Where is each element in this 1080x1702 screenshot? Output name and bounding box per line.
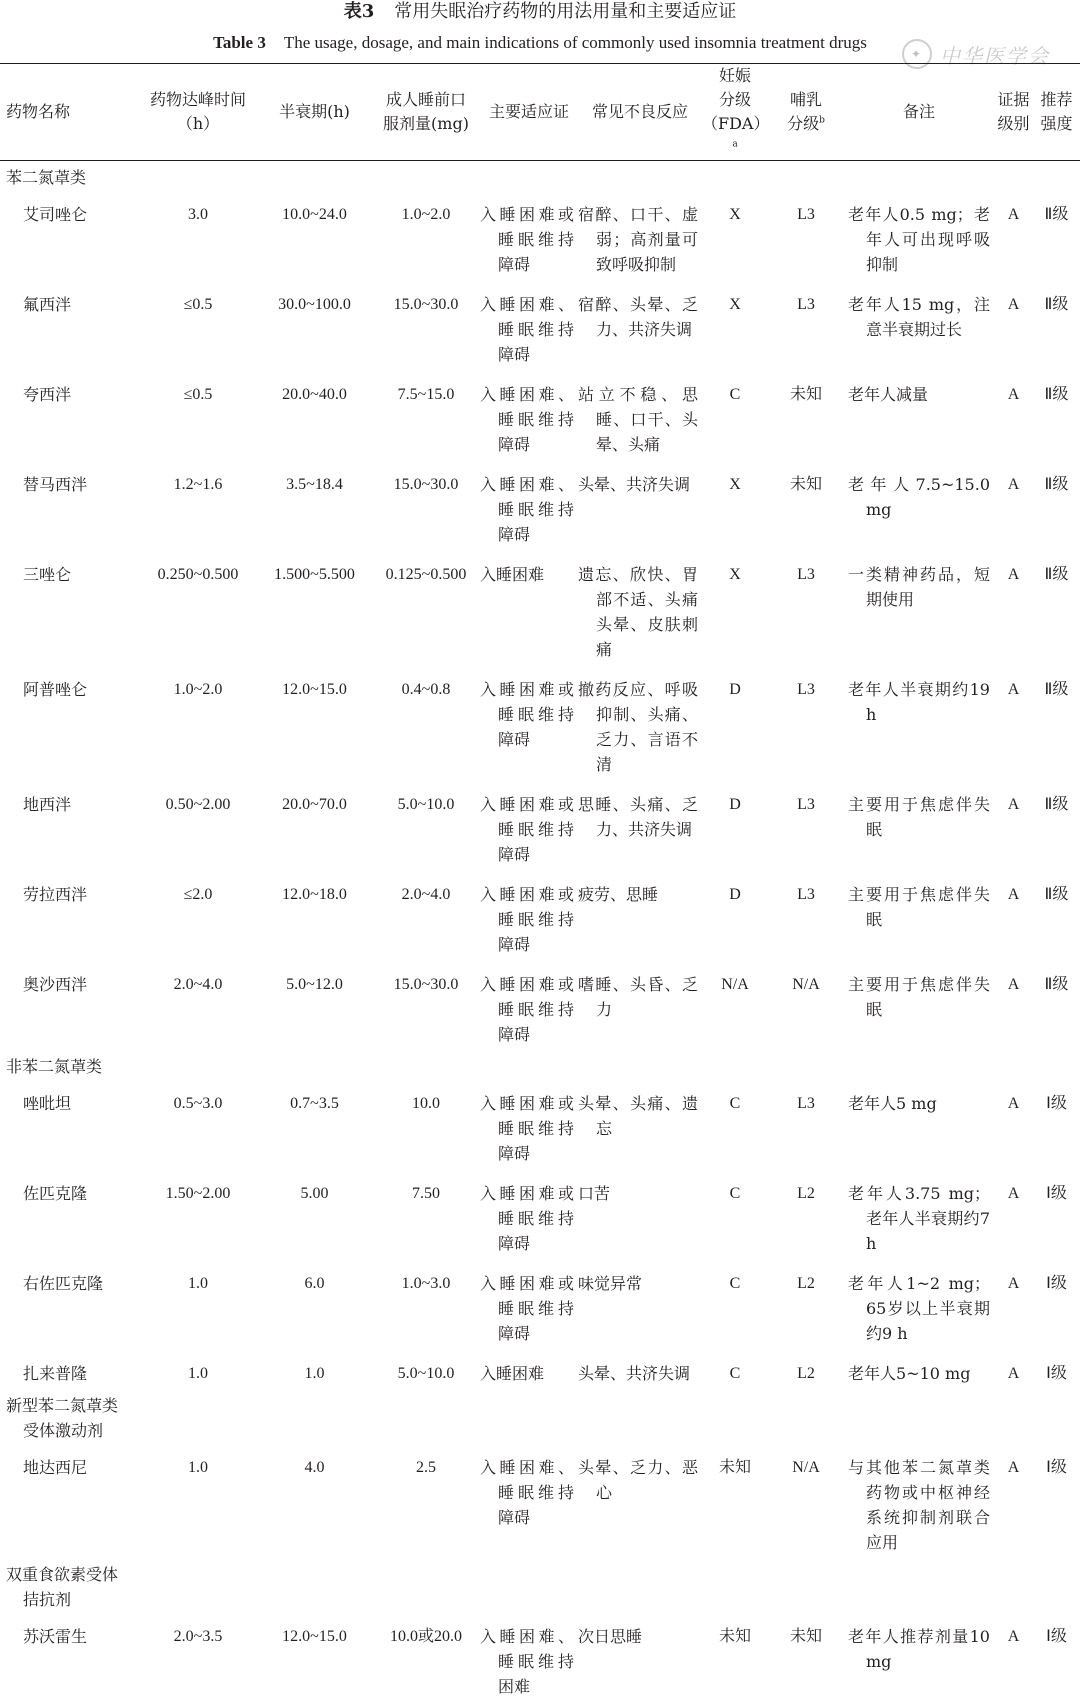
adverse-reactions-cell: 宿醉、口干、虚弱；高剂量可致呼吸抑制 (578, 205, 698, 274)
lactation-grade-cell: N/A (792, 976, 820, 993)
drug-name-cell: 劳拉西泮 (23, 885, 88, 904)
lactation-grade-cell: L3 (797, 886, 815, 903)
col-evidence-header: 证据 级别 (997, 90, 1030, 133)
lactation-grade-cell: L2 (797, 1365, 815, 1382)
table-row (0, 280, 1080, 370)
table-row (0, 190, 1080, 280)
tmax-cell: 0.250~0.500 (157, 566, 239, 583)
pregnancy-grade-cell: D (729, 796, 741, 813)
table-row (0, 460, 1080, 550)
note-cell: 一类精神药品，短期使用 (848, 565, 990, 609)
table-body (0, 161, 1080, 1702)
dose-cell: 5.0~10.0 (397, 1365, 455, 1382)
lactation-grade-cell: N/A (792, 1459, 820, 1476)
table-row (0, 1259, 1080, 1349)
adverse-reactions-cell: 嗜睡、头昏、乏力 (578, 975, 698, 1019)
drug-name-cell: 替马西泮 (23, 475, 88, 494)
tmax-cell: 1.50~2.00 (165, 1185, 231, 1202)
note-cell: 老年人减量 (848, 385, 929, 404)
category-label: 苯二氮䓬类 (6, 168, 87, 187)
dose-cell: 1.0~2.0 (401, 206, 451, 223)
half-life-cell: 5.0~12.0 (286, 976, 343, 993)
half-life-cell: 0.7~3.5 (290, 1095, 339, 1112)
half-life-cell: 12.0~15.0 (282, 681, 347, 698)
evidence-level-cell: A (1007, 796, 1020, 813)
lactation-grade-cell: L2 (797, 1185, 815, 1202)
header-row (0, 64, 1080, 161)
dose-cell: 15.0~30.0 (393, 296, 459, 313)
adverse-reactions-cell: 头晕、头痛、遗忘 (578, 1094, 698, 1138)
lactation-grade-cell: L3 (797, 206, 815, 223)
evidence-level-cell: A (1007, 976, 1020, 993)
watermark-text: 中华医学会 (940, 43, 1050, 68)
col-half-life-header: 半衰期(h) (279, 102, 350, 121)
dose-cell: 2.0~4.0 (401, 886, 451, 903)
half-life-cell: 20.0~40.0 (282, 386, 347, 403)
col-tmax-header: 药物达峰时间 （h） (149, 90, 246, 133)
table-row (0, 370, 1080, 460)
evidence-level-cell: A (1007, 1275, 1020, 1292)
evidence-level-cell: A (1007, 1628, 1020, 1645)
tmax-cell: 2.0~3.5 (173, 1628, 223, 1645)
tmax-cell: 0.5~3.0 (173, 1095, 223, 1112)
drug-name-cell: 苏沃雷生 (23, 1627, 88, 1646)
indication-cell: 入睡困难或睡眠维持障碍 (480, 1274, 574, 1343)
evidence-level-cell: A (1007, 681, 1020, 698)
table-row (0, 1349, 1080, 1389)
indication-cell: 入睡困难或睡眠维持障碍 (480, 1184, 574, 1253)
evidence-level-cell: A (1007, 886, 1020, 903)
half-life-cell: 3.5~18.4 (286, 476, 343, 493)
recommendation-cell: Ⅰ级 (1046, 1628, 1067, 1645)
lactation-grade-cell: 未知 (789, 1628, 822, 1645)
indication-cell: 入睡困难、睡眠维持障碍 (480, 475, 574, 544)
indication-cell: 入睡困难、睡眠维持障碍 (480, 295, 574, 364)
recommendation-cell: Ⅱ级 (1044, 796, 1069, 813)
category-row (0, 1389, 1080, 1443)
note-cell: 老年人5 mg (848, 1094, 937, 1113)
dose-cell: 7.50 (412, 1185, 440, 1202)
note-cell: 老年人0.5 mg；老年人可出现呼吸抑制 (848, 205, 990, 274)
table-label-cn: 表3 (343, 1, 375, 22)
drug-name-cell: 右佐匹克隆 (23, 1274, 104, 1293)
indication-cell: 入睡困难或睡眠维持障碍 (480, 975, 574, 1044)
dose-cell: 0.125~0.500 (385, 566, 467, 583)
dose-cell: 1.0~3.0 (401, 1275, 451, 1292)
note-cell: 主要用于焦虑伴失眠 (848, 975, 990, 1019)
note-cell: 老年人15 mg，注意半衰期过长 (848, 295, 990, 339)
adverse-reactions-cell: 思睡、头痛、乏力、共济失调 (578, 795, 698, 839)
recommendation-cell: Ⅰ级 (1046, 1185, 1067, 1202)
table-row (0, 1612, 1080, 1702)
drug-name-cell: 地达西尼 (23, 1458, 88, 1477)
tmax-cell: 1.0 (188, 1275, 208, 1292)
adverse-reactions-cell: 头晕、乏力、恶心 (578, 1458, 698, 1502)
table-title-cn: 常用失眠治疗药物的用法用量和主要适应证 (394, 1, 737, 22)
evidence-level-cell: A (1007, 566, 1020, 583)
evidence-level-cell: A (1007, 1459, 1020, 1476)
recommendation-cell: Ⅱ级 (1044, 976, 1069, 993)
adverse-reactions-cell: 头晕、共济失调 (578, 1364, 691, 1383)
pregnancy-grade-cell: X (729, 566, 741, 583)
tmax-cell: 3.0 (188, 206, 208, 223)
table-row (0, 780, 1080, 870)
lactation-grade-cell: L3 (797, 566, 815, 583)
recommendation-cell: Ⅱ级 (1044, 681, 1069, 698)
indication-cell: 入睡困难、睡眠维持困难 (480, 1627, 574, 1696)
col-indication-header: 主要适应证 (488, 102, 569, 121)
drug-name-cell: 艾司唑仑 (23, 205, 88, 224)
table-row (0, 1169, 1080, 1259)
indication-cell: 入睡困难、睡眠维持障碍 (480, 385, 574, 454)
lactation-grade-cell: L3 (797, 1095, 815, 1112)
drug-name-cell: 佐匹克隆 (23, 1184, 88, 1203)
evidence-level-cell: A (1007, 386, 1020, 403)
drug-name-cell: 唑吡坦 (23, 1094, 72, 1113)
adverse-reactions-cell: 次日思睡 (578, 1627, 643, 1646)
recommendation-cell: Ⅱ级 (1044, 206, 1069, 223)
indication-cell: 入睡困难 (480, 1364, 545, 1383)
dose-cell: 15.0~30.0 (393, 976, 459, 993)
table-caption-cn (0, 0, 1080, 24)
table-row (0, 1079, 1080, 1169)
table-row (0, 550, 1080, 665)
lactation-grade-cell: 未知 (789, 386, 822, 403)
recommendation-cell: Ⅰ级 (1046, 1365, 1067, 1382)
tmax-cell: 0.50~2.00 (165, 796, 231, 813)
col-pregnancy-header: 妊娠 分级 （FDA）$^a$ (702, 66, 770, 150)
half-life-cell: 10.0~24.0 (282, 206, 347, 223)
adverse-reactions-cell: 撤药反应、呼吸抑制、头痛、乏力、言语不清 (578, 680, 698, 774)
indication-cell: 入睡困难或睡眠维持障碍 (480, 680, 574, 749)
drug-table (0, 64, 1080, 1702)
pregnancy-grade-cell: D (729, 681, 741, 698)
pregnancy-grade-cell: C (729, 1185, 741, 1202)
note-cell: 老年人1~2 mg；65岁以上半衰期约9 h (848, 1274, 990, 1343)
lactation-grade-cell: L2 (797, 1275, 815, 1292)
pregnancy-grade-cell: C (729, 1365, 741, 1382)
category-label: 新型苯二氮䓬类 受体激动剂 (6, 1396, 119, 1440)
note-cell: 老年人5~10 mg (848, 1364, 971, 1383)
table-row (0, 665, 1080, 780)
category-row (0, 161, 1080, 190)
dose-cell: 10.0或20.0 (389, 1628, 462, 1645)
half-life-cell: 1.500~5.500 (274, 566, 355, 583)
dose-cell: 5.0~10.0 (397, 796, 455, 813)
adverse-reactions-cell: 头晕、共济失调 (578, 475, 691, 494)
recommendation-cell: Ⅰ级 (1046, 1275, 1067, 1292)
recommendation-cell: Ⅱ级 (1044, 476, 1069, 493)
pregnancy-grade-cell: X (729, 476, 741, 493)
table-row (0, 1443, 1080, 1558)
note-cell: 与其他苯二氮䓬类药物或中枢神经系统抑制剂联合应用 (848, 1458, 990, 1552)
adverse-reactions-cell: 宿醉、头晕、乏力、共济失调 (578, 295, 698, 339)
tmax-cell: 1.0 (188, 1365, 208, 1382)
evidence-level-cell: A (1007, 1365, 1020, 1382)
pregnancy-grade-cell: C (729, 1095, 741, 1112)
half-life-cell: 4.0 (304, 1459, 325, 1476)
half-life-cell: 12.0~15.0 (282, 1628, 347, 1645)
drug-name-cell: 奥沙西泮 (23, 975, 88, 994)
indication-cell: 入睡困难或睡眠维持障碍 (480, 795, 574, 864)
drug-name-cell: 阿普唑仑 (23, 680, 88, 699)
half-life-cell: 5.00 (300, 1185, 329, 1202)
recommendation-cell: Ⅱ级 (1044, 386, 1069, 403)
category-row (0, 1558, 1080, 1612)
tmax-cell: 1.0~2.0 (173, 681, 223, 698)
col-dose-header: 成人睡前口 服剂量(mg) (383, 90, 469, 133)
drug-name-cell: 扎来普隆 (23, 1364, 88, 1383)
note-cell: 主要用于焦虑伴失眠 (848, 885, 990, 929)
adverse-reactions-cell: 站立不稳、思睡、口干、头晕、头痛 (578, 385, 698, 454)
evidence-level-cell: A (1007, 476, 1020, 493)
dose-cell: 2.5 (416, 1459, 436, 1476)
evidence-level-cell: A (1007, 296, 1020, 313)
note-cell: 老年人3.75 mg；老年人半衰期约7 h (848, 1184, 990, 1253)
lactation-grade-cell: L3 (797, 796, 815, 813)
note-cell: 老年人推荐剂量10 mg (848, 1627, 990, 1671)
half-life-cell: 20.0~70.0 (282, 796, 347, 813)
category-label: 非苯二氮䓬类 (6, 1057, 103, 1076)
tmax-cell: ≤2.0 (183, 886, 213, 903)
tmax-cell: 2.0~4.0 (173, 976, 223, 993)
evidence-level-cell: A (1007, 206, 1020, 223)
tmax-cell: ≤0.5 (183, 296, 213, 313)
col-adverse-header: 常见不良反应 (591, 102, 688, 121)
dose-cell: 0.4~0.8 (401, 681, 451, 698)
pregnancy-grade-cell: D (729, 886, 741, 903)
note-cell: 老年人7.5~15.0 mg (848, 475, 990, 519)
pregnancy-grade-cell: 未知 (718, 1459, 751, 1476)
evidence-level-cell: A (1007, 1185, 1020, 1202)
evidence-level-cell: A (1007, 1095, 1020, 1112)
table-row (0, 870, 1080, 960)
pregnancy-grade-cell: 未知 (718, 1628, 751, 1645)
lactation-grade-cell: L3 (797, 296, 815, 313)
category-row (0, 1050, 1080, 1079)
indication-cell: 入睡困难、睡眠维持障碍 (480, 1458, 574, 1527)
dose-cell: 7.5~15.0 (397, 386, 455, 403)
category-label: 双重食欲素受体 拮抗剂 (6, 1565, 119, 1609)
dose-cell: 15.0~30.0 (393, 476, 459, 493)
col-note-header: 备注 (902, 102, 935, 121)
drug-name-cell: 夸西泮 (23, 385, 72, 404)
col-lactation-header: 哺乳 分级$^b$ (787, 90, 825, 133)
indication-cell: 入睡困难或睡眠维持障碍 (480, 885, 574, 954)
half-life-cell: 30.0~100.0 (278, 296, 351, 313)
half-life-cell: 6.0 (304, 1275, 325, 1292)
note-cell: 老年人半衰期约19 h (848, 680, 990, 724)
lactation-grade-cell: 未知 (789, 476, 822, 493)
recommendation-cell: Ⅰ级 (1046, 1095, 1067, 1112)
recommendation-cell: Ⅱ级 (1044, 566, 1069, 583)
tmax-cell: ≤0.5 (183, 386, 213, 403)
table-title-en: The usage, dosage, and main indications of commonly used insomnia treatment drugs (283, 33, 867, 52)
tmax-cell: 1.2~1.6 (173, 476, 223, 493)
dose-cell: 10.0 (412, 1095, 440, 1112)
col-recommendation-header: 推荐 强度 (1040, 90, 1073, 133)
pregnancy-grade-cell: N/A (721, 976, 749, 993)
indication-cell: 入睡困难 (480, 565, 545, 584)
drug-name-cell: 地西泮 (23, 795, 72, 814)
pregnancy-grade-cell: C (729, 1275, 741, 1292)
recommendation-cell: Ⅰ级 (1046, 1459, 1067, 1476)
adverse-reactions-cell: 遗忘、欣快、胃部不适、头痛头晕、皮肤刺痛 (578, 565, 698, 659)
adverse-reactions-cell: 口苦 (578, 1184, 611, 1203)
table-label-en: Table 3 (213, 33, 266, 52)
adverse-reactions-cell: 味觉异常 (578, 1274, 643, 1293)
pregnancy-grade-cell: X (729, 296, 741, 313)
pregnancy-grade-cell: C (729, 386, 741, 403)
half-life-cell: 12.0~18.0 (282, 886, 347, 903)
col-name-header: 药物名称 (6, 102, 71, 121)
table-row (0, 960, 1080, 1050)
recommendation-cell: Ⅱ级 (1044, 296, 1069, 313)
adverse-reactions-cell: 疲劳、思睡 (578, 885, 659, 904)
half-life-cell: 1.0 (304, 1365, 325, 1382)
pregnancy-grade-cell: X (729, 206, 741, 223)
seal-icon: ✦ (902, 39, 932, 69)
drug-name-cell: 三唑仑 (23, 565, 72, 584)
lactation-grade-cell: L3 (797, 681, 815, 698)
indication-cell: 入睡困难或睡眠维持障碍 (480, 1094, 574, 1163)
drug-name-cell: 氟西泮 (23, 295, 72, 314)
note-cell: 主要用于焦虑伴失眠 (848, 795, 990, 839)
recommendation-cell: Ⅱ级 (1044, 886, 1069, 903)
tmax-cell: 1.0 (188, 1459, 208, 1476)
indication-cell: 入睡困难或睡眠维持障碍 (480, 205, 574, 274)
